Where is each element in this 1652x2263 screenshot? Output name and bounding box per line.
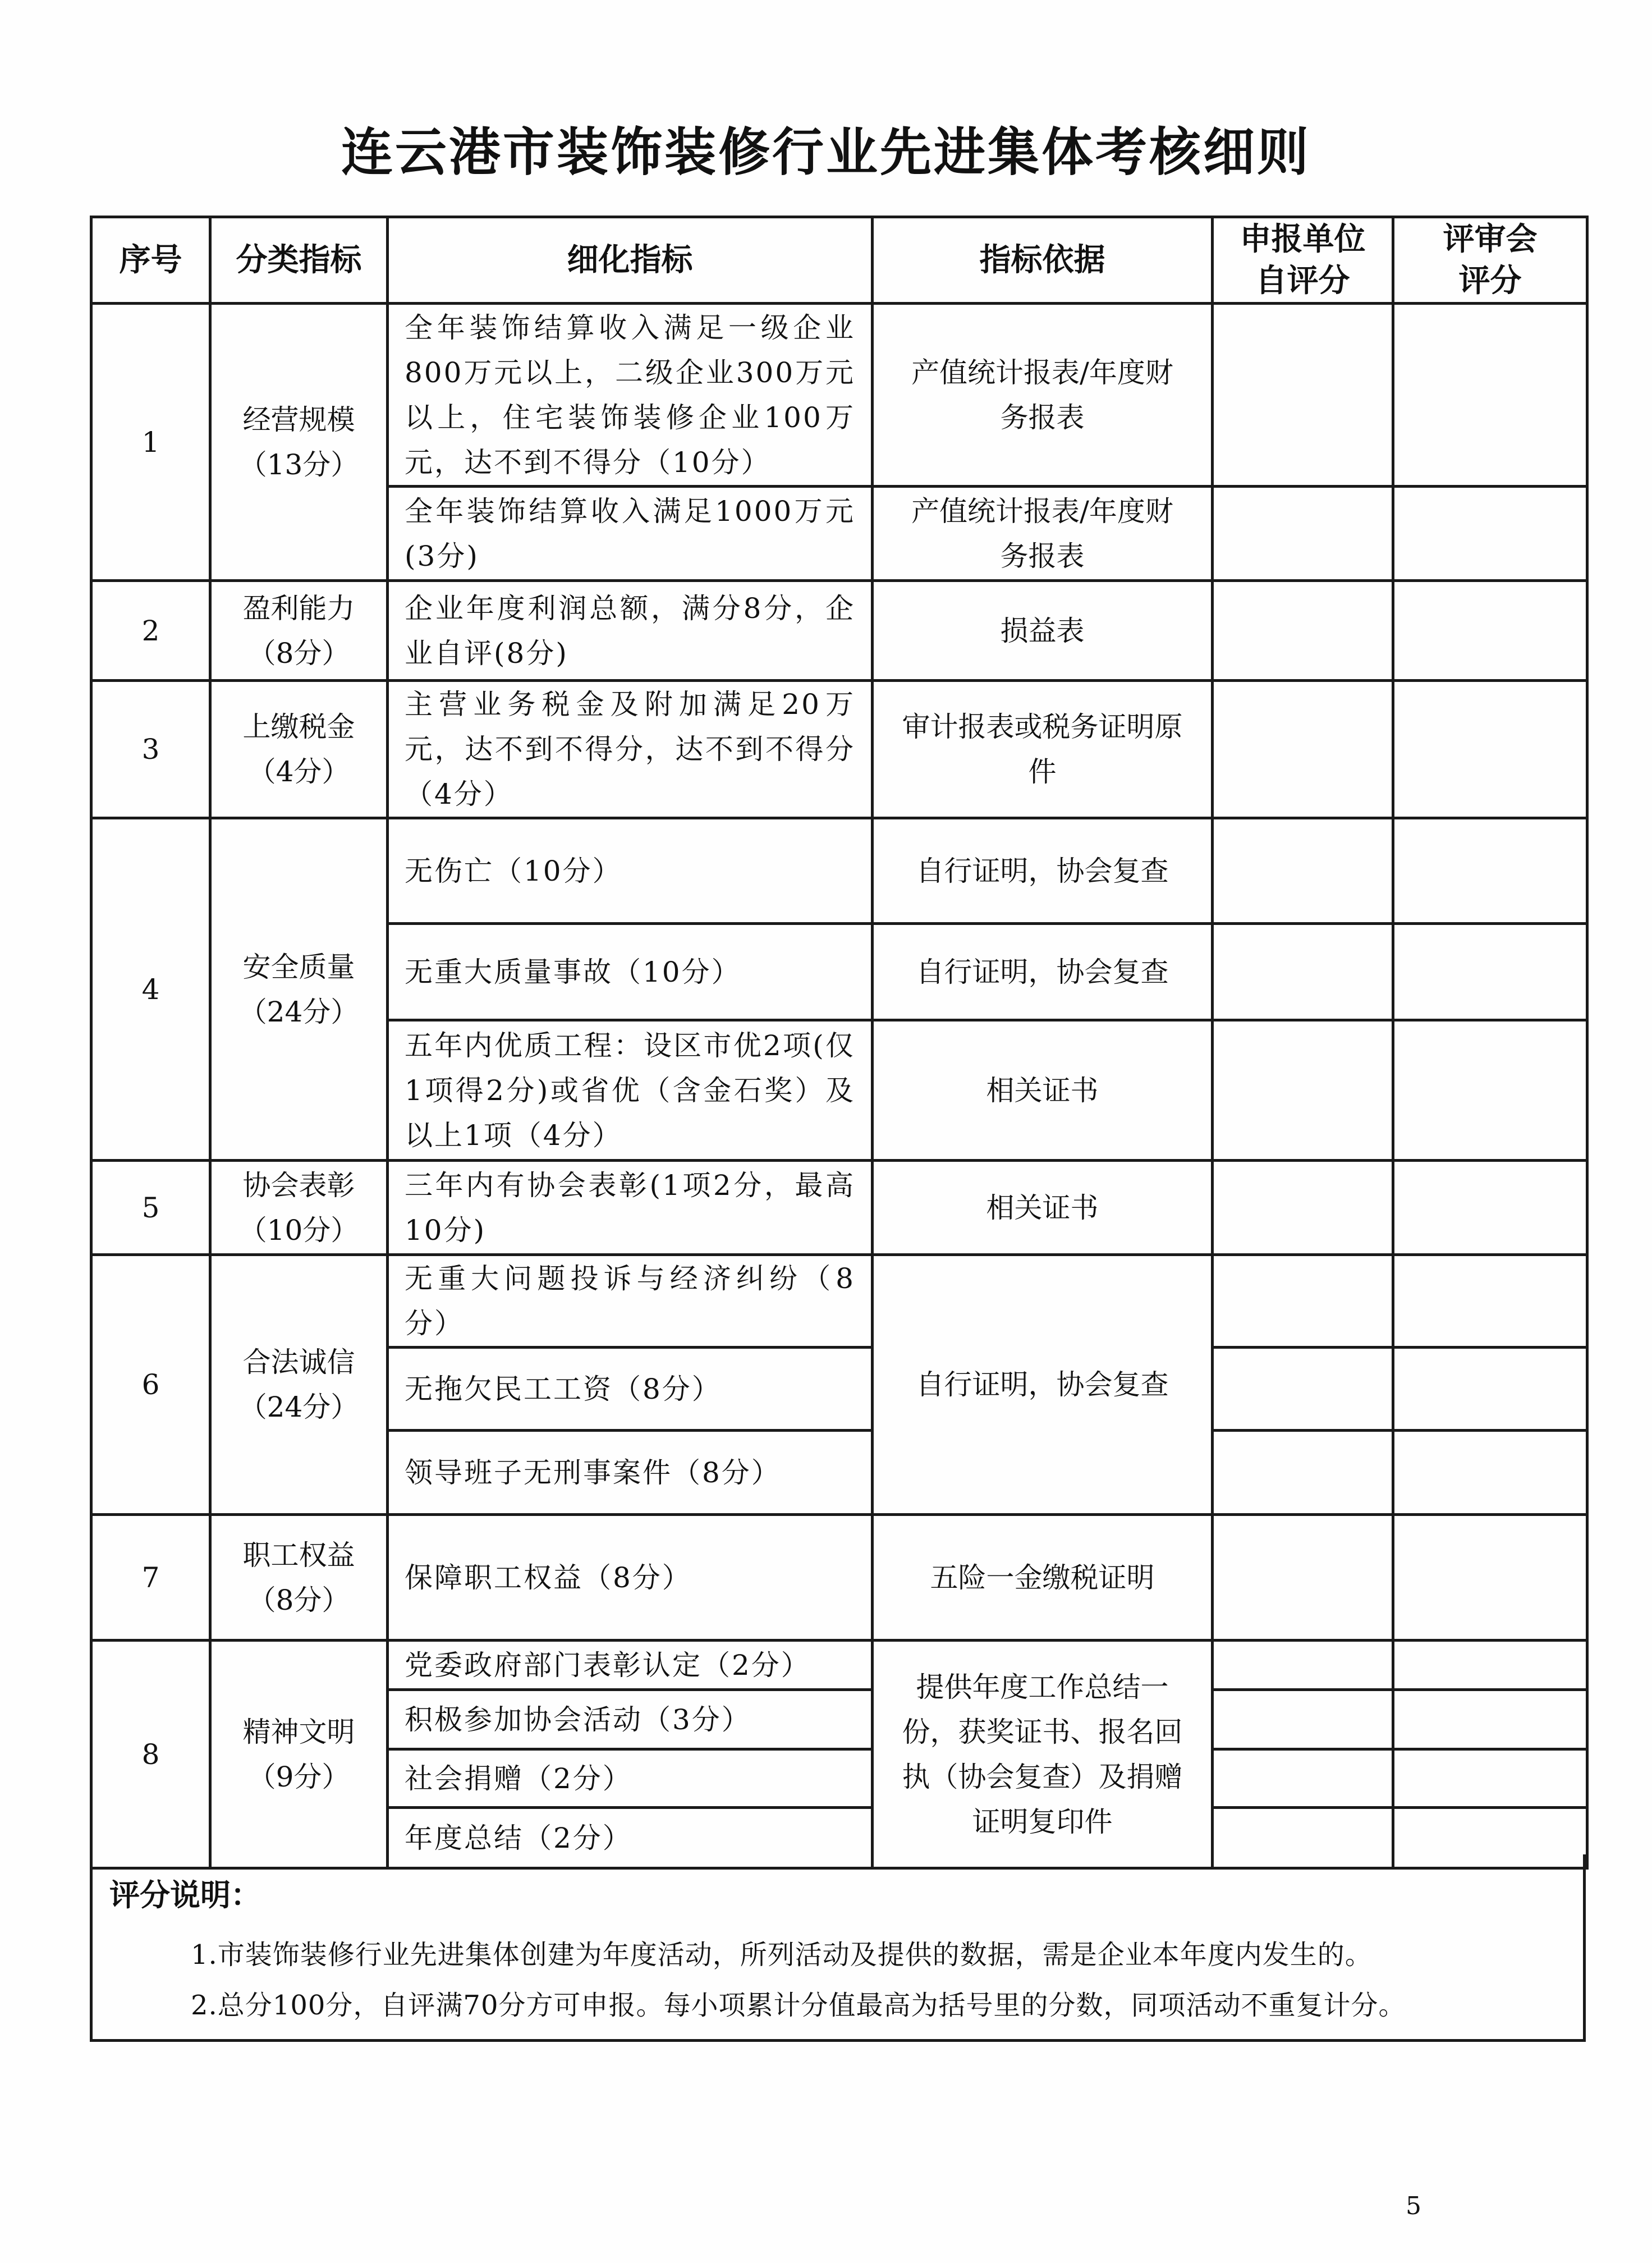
review-score-cell[interactable] xyxy=(1393,304,1587,487)
row-number: 1 xyxy=(91,304,210,581)
review-score-cell[interactable] xyxy=(1393,681,1587,818)
category-cell: 盈利能力 （8分） xyxy=(210,581,388,681)
table-row xyxy=(91,818,1587,924)
item-cell: 年度总结（2分） xyxy=(388,1808,873,1868)
review-score-cell[interactable] xyxy=(1393,581,1587,681)
table-row xyxy=(91,1161,1587,1255)
category-cell: 协会表彰 （10分） xyxy=(210,1161,388,1255)
basis-cell: 审计报表或税务证明原 件 xyxy=(873,681,1213,818)
category-cell: 职工权益 （8分） xyxy=(210,1515,388,1641)
item-cell: 社会捐赠（2分） xyxy=(388,1749,873,1808)
header-cell: 细化指标 xyxy=(388,217,873,304)
item-cell: 无拖欠民工工资（8分） xyxy=(388,1348,873,1431)
table-row xyxy=(91,1515,1587,1641)
basis-cell: 相关证书 xyxy=(873,1161,1213,1255)
self-score-cell[interactable] xyxy=(1213,1161,1393,1255)
assessment-table xyxy=(90,216,1589,1870)
basis-cell: 自行证明，协会复查 xyxy=(873,818,1213,924)
table-row xyxy=(91,304,1587,487)
category-cell: 经营规模 （13分） xyxy=(210,304,388,581)
self-score-cell[interactable] xyxy=(1213,1515,1393,1641)
review-score-cell[interactable] xyxy=(1393,1431,1587,1515)
header-cell: 分类指标 xyxy=(210,217,388,304)
row-number: 3 xyxy=(91,681,210,818)
self-score-cell[interactable] xyxy=(1213,581,1393,681)
row-number: 6 xyxy=(91,1255,210,1515)
self-score-cell[interactable] xyxy=(1213,818,1393,924)
item-cell: 无重大问题投诉与经济纠纷（8分） xyxy=(388,1255,873,1348)
item-cell: 企业年度利润总额，满分8分，企业自评(8分) xyxy=(388,581,873,681)
scoring-notes xyxy=(90,1854,1586,2042)
item-cell: 领导班子无刑事案件（8分） xyxy=(388,1431,873,1515)
table-header-row xyxy=(91,217,1587,304)
item-cell: 全年装饰结算收入满足1000万元(3分) xyxy=(388,487,873,581)
row-number: 8 xyxy=(91,1641,210,1868)
review-score-cell[interactable] xyxy=(1393,1641,1587,1690)
header-cell: 申报单位 自评分 xyxy=(1213,217,1393,304)
note-item: 2.总分100分，自评满70分方可申报。每小项累计分值最高为括号里的分数，同项活动不重复计分。 xyxy=(191,1990,1406,2021)
review-score-cell[interactable] xyxy=(1393,1515,1587,1641)
item-cell: 主营业务税金及附加满足20万元，达不到不得分，达不到不得分（4分） xyxy=(388,681,873,818)
item-cell: 无伤亡（10分） xyxy=(388,818,873,924)
review-score-cell[interactable] xyxy=(1393,924,1587,1020)
review-score-cell[interactable] xyxy=(1393,1255,1587,1348)
category-cell: 上缴税金 （4分） xyxy=(210,681,388,818)
page-number: 5 xyxy=(1406,2192,1421,2220)
table-row xyxy=(91,1641,1587,1690)
row-number: 5 xyxy=(91,1161,210,1255)
basis-cell: 自行证明，协会复查 xyxy=(873,1255,1213,1515)
review-score-cell[interactable] xyxy=(1393,818,1587,924)
header-cell: 指标依据 xyxy=(873,217,1213,304)
header-cell: 序号 xyxy=(91,217,210,304)
row-number: 4 xyxy=(91,818,210,1161)
basis-cell: 提供年度工作总结一 份，获奖证书、报名回 执（协会复查）及捐赠 证明复印件 xyxy=(873,1641,1213,1868)
item-cell: 保障职工权益（8分） xyxy=(388,1515,873,1641)
basis-cell: 损益表 xyxy=(873,581,1213,681)
category-cell: 安全质量 （24分） xyxy=(210,818,388,1161)
self-score-cell[interactable] xyxy=(1213,924,1393,1020)
table-row xyxy=(91,581,1587,681)
review-score-cell[interactable] xyxy=(1393,1161,1587,1255)
review-score-cell[interactable] xyxy=(1393,1690,1587,1749)
self-score-cell[interactable] xyxy=(1213,1348,1393,1431)
table-row xyxy=(91,681,1587,818)
category-cell: 合法诚信 （24分） xyxy=(210,1255,388,1515)
review-score-cell[interactable] xyxy=(1393,487,1587,581)
row-number: 7 xyxy=(91,1515,210,1641)
table-row xyxy=(91,1255,1587,1348)
self-score-cell[interactable] xyxy=(1213,304,1393,487)
note-item: 1.市装饰装修行业先进集体创建为年度活动，所列活动及提供的数据，需是企业本年度内发生的。 xyxy=(191,1939,1373,1971)
basis-cell: 五险一金缴税证明 xyxy=(873,1515,1213,1641)
item-cell: 五年内优质工程：设区市优2项(仅1项得2分)或省优（含金石奖）及以上1项（4分） xyxy=(388,1020,873,1161)
item-cell: 全年装饰结算收入满足一级企业800万元以上，二级企业300万元以上，住宅装饰装修企业100万元，达不到不得分（10分） xyxy=(388,304,873,487)
header-cell: 评审会 评分 xyxy=(1393,217,1587,304)
self-score-cell[interactable] xyxy=(1213,1749,1393,1808)
row-number: 2 xyxy=(91,581,210,681)
item-cell: 无重大质量事故（10分） xyxy=(388,924,873,1020)
self-score-cell[interactable] xyxy=(1213,1641,1393,1690)
self-score-cell[interactable] xyxy=(1213,1690,1393,1749)
basis-cell: 相关证书 xyxy=(873,1020,1213,1161)
basis-cell: 产值统计报表/年度财 务报表 xyxy=(873,487,1213,581)
document-title: 连云港市装饰装修行业先进集体考核细则 xyxy=(341,122,1311,182)
category-cell: 精神文明 （9分） xyxy=(210,1641,388,1868)
basis-cell: 产值统计报表/年度财 务报表 xyxy=(873,304,1213,487)
item-cell: 三年内有协会表彰(1项2分，最高10分) xyxy=(388,1161,873,1255)
item-cell: 党委政府部门表彰认定（2分） xyxy=(388,1641,873,1690)
self-score-cell[interactable] xyxy=(1213,1020,1393,1161)
self-score-cell[interactable] xyxy=(1213,1431,1393,1515)
self-score-cell[interactable] xyxy=(1213,1255,1393,1348)
item-cell: 积极参加协会活动（3分） xyxy=(388,1690,873,1749)
review-score-cell[interactable] xyxy=(1393,1749,1587,1808)
self-score-cell[interactable] xyxy=(1213,487,1393,581)
review-score-cell[interactable] xyxy=(1393,1020,1587,1161)
self-score-cell[interactable] xyxy=(1213,681,1393,818)
review-score-cell[interactable] xyxy=(1393,1348,1587,1431)
basis-cell: 自行证明，协会复查 xyxy=(873,924,1213,1020)
notes-title: 评分说明： xyxy=(109,1877,261,1913)
